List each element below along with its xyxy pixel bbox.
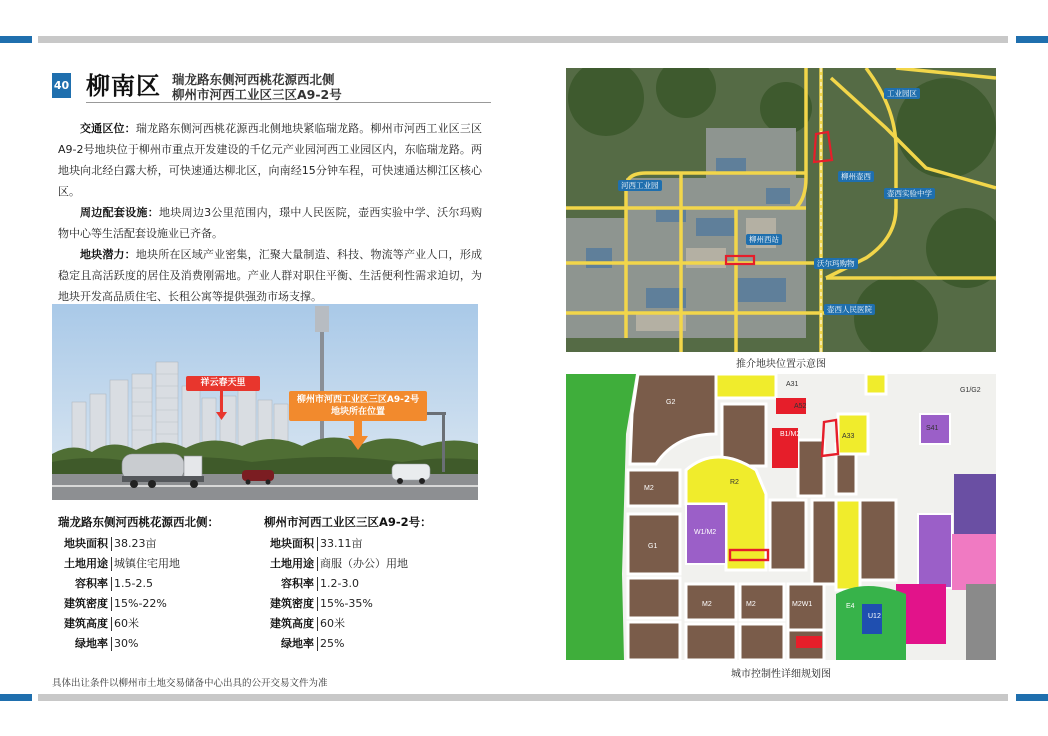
plan-code: G2 [666, 399, 676, 406]
info-label: 建筑高度 [270, 617, 314, 630]
satellite-location-map [566, 68, 996, 352]
info-separator [317, 537, 318, 551]
top-right-accent [1016, 36, 1048, 43]
plan-code: E4 [846, 603, 855, 610]
info-label: 土地用途 [64, 557, 108, 570]
info-row-green [264, 634, 464, 654]
info-row-use [58, 554, 248, 574]
info-separator [111, 577, 112, 591]
info-value: 38.23亩 [114, 537, 157, 550]
info-row-green [58, 634, 248, 654]
plan-code: S41 [926, 425, 939, 432]
bottom-left-accent [0, 694, 32, 701]
plan-code: M2W1 [792, 601, 813, 608]
info-separator [111, 537, 112, 551]
plan-code: W1/M2 [694, 529, 717, 536]
paragraph-body: 地块周边3公里范围内，璟中人民医院，壶西实验中学、沃尔玛购物中心等生活配套设施业已齐备。 [58, 206, 482, 240]
plan-code: R2 [730, 479, 739, 486]
info-label: 土地用途 [270, 557, 314, 570]
marker-site-line-2: 地块所在位置 [330, 407, 385, 417]
info-row-area [58, 534, 248, 554]
paragraph-label: 地块潜力： [80, 248, 136, 261]
info-separator [317, 597, 318, 611]
map-label-poi: 壶西人民医院 [824, 304, 875, 315]
info-value: 15%-35% [320, 597, 373, 610]
paragraph-traffic [58, 118, 482, 202]
paragraph-facilities [58, 202, 482, 244]
page-number-badge: 40 [52, 73, 71, 98]
marker-label-residential: 祥云春天里 [186, 376, 260, 391]
info-label: 容积率 [75, 577, 108, 590]
info-value: 33.11亩 [320, 537, 363, 550]
info-row-use [264, 554, 464, 574]
zoning-map-caption: 城市控制性详细规划图 [731, 669, 831, 680]
paragraph-body: 瑞龙路东侧河西桃花源西北侧地块紧临瑞龙路。柳州市河西工业区三区A9-2号地块位于柳州市重点开发建设的千亿元产业园河西工业园区内，东临瑞龙路。两地块向北经白露大桥，可快速通达柳北区，向南经15分钟车程，可快速通达柳江区核心区。 [58, 122, 482, 198]
parcel-info-1 [58, 514, 248, 654]
info-separator [111, 597, 112, 611]
plan-code: M2 [644, 485, 654, 492]
info-separator [317, 617, 318, 631]
info-separator [317, 637, 318, 651]
info-separator [317, 557, 318, 571]
site-photo [52, 304, 478, 500]
plan-code: A31 [786, 381, 799, 388]
info-row-height [58, 614, 248, 634]
info-separator [111, 617, 112, 631]
footnote: 具体出让条件以柳州市土地交易储备中心出具的公开交易文件为准 [52, 678, 328, 689]
info-row-density [58, 594, 248, 614]
page-header [52, 70, 492, 104]
paragraph-potential [58, 244, 482, 307]
paragraph-label: 交通区位： [80, 122, 136, 135]
info-value: 城镇住宅用地 [114, 557, 180, 570]
subtitle-line-1: 瑞龙路东侧河西桃花源西北侧 [172, 72, 335, 87]
bottom-right-accent [1016, 694, 1048, 701]
info-label: 建筑密度 [64, 597, 108, 610]
parcel-info-2 [264, 514, 464, 654]
plan-code: A52 [794, 403, 807, 410]
marker-site-line-1: 柳州市河西工业区三区A9-2号 [296, 395, 420, 405]
map-label-poi: 柳州壶西 [838, 171, 874, 182]
info-row-far [58, 574, 248, 594]
plan-code: M2 [702, 601, 712, 608]
map-label-poi: 壶西实验中学 [884, 188, 935, 199]
plan-code: M2 [746, 601, 756, 608]
zoning-plan-map [566, 374, 996, 660]
zoning-plan-illustration [566, 374, 996, 660]
parcel-title: 柳州市河西工业区三区A9-2号： [264, 515, 432, 529]
info-label: 绿地率 [75, 637, 108, 650]
satellite-imagery [566, 68, 996, 352]
info-value: 1.2-3.0 [320, 577, 359, 590]
info-row-density [264, 594, 464, 614]
paragraph-body: 地块所在区域产业密集，汇聚大量制造、科技、物流等产业人口，形成稳定且高活跃度的居住及消费刚需地。产业人群对职住平衡、生活便利性需求迫切，为地块开发高品质住宅、长租公寓等提供强劲市场支撑。 [58, 248, 482, 303]
info-row-height [264, 614, 464, 634]
plan-code: G1 [648, 543, 658, 550]
info-row-area [264, 534, 464, 554]
plan-code: B1/M2 [780, 431, 801, 438]
map-label-poi: 沃尔玛购物 [814, 258, 858, 269]
info-separator [317, 577, 318, 591]
info-label: 绿地率 [281, 637, 314, 650]
description-text [58, 118, 482, 307]
bottom-rule [38, 694, 1008, 701]
plan-code: U12 [868, 613, 881, 620]
info-value: 60米 [114, 617, 139, 630]
info-value: 1.5-2.5 [114, 577, 153, 590]
map-label-poi: 河西工业园 [618, 180, 662, 191]
info-label: 建筑密度 [270, 597, 314, 610]
plan-code: A33 [842, 433, 855, 440]
district-title: 柳南区 [86, 72, 161, 100]
info-value: 60米 [320, 617, 345, 630]
info-label: 地块面积 [64, 537, 108, 550]
info-label: 容积率 [281, 577, 314, 590]
location-subtitle [172, 72, 342, 102]
satellite-map-caption: 推介地块位置示意图 [736, 359, 826, 370]
info-value: 商服（办公）用地 [320, 557, 408, 570]
plan-code: G1/G2 [960, 387, 981, 394]
info-value: 15%-22% [114, 597, 167, 610]
map-label-poi: 工业园区 [884, 88, 920, 99]
info-value: 25% [320, 637, 345, 650]
info-separator [111, 637, 112, 651]
map-label-poi: 柳州西站 [746, 234, 782, 245]
subtitle-line-2: 柳州市河西工业区三区A9-2号 [172, 87, 342, 102]
parcel-title: 瑞龙路东侧河西桃花源西北侧： [58, 515, 219, 529]
top-left-accent [0, 36, 32, 43]
paragraph-label: 周边配套设施： [80, 206, 159, 219]
marker-label-site [289, 391, 427, 421]
info-label: 地块面积 [270, 537, 314, 550]
header-underline [86, 102, 491, 103]
info-label: 建筑高度 [64, 617, 108, 630]
top-rule [38, 36, 1008, 43]
info-row-far [264, 574, 464, 594]
info-value: 30% [114, 637, 139, 650]
info-separator [111, 557, 112, 571]
